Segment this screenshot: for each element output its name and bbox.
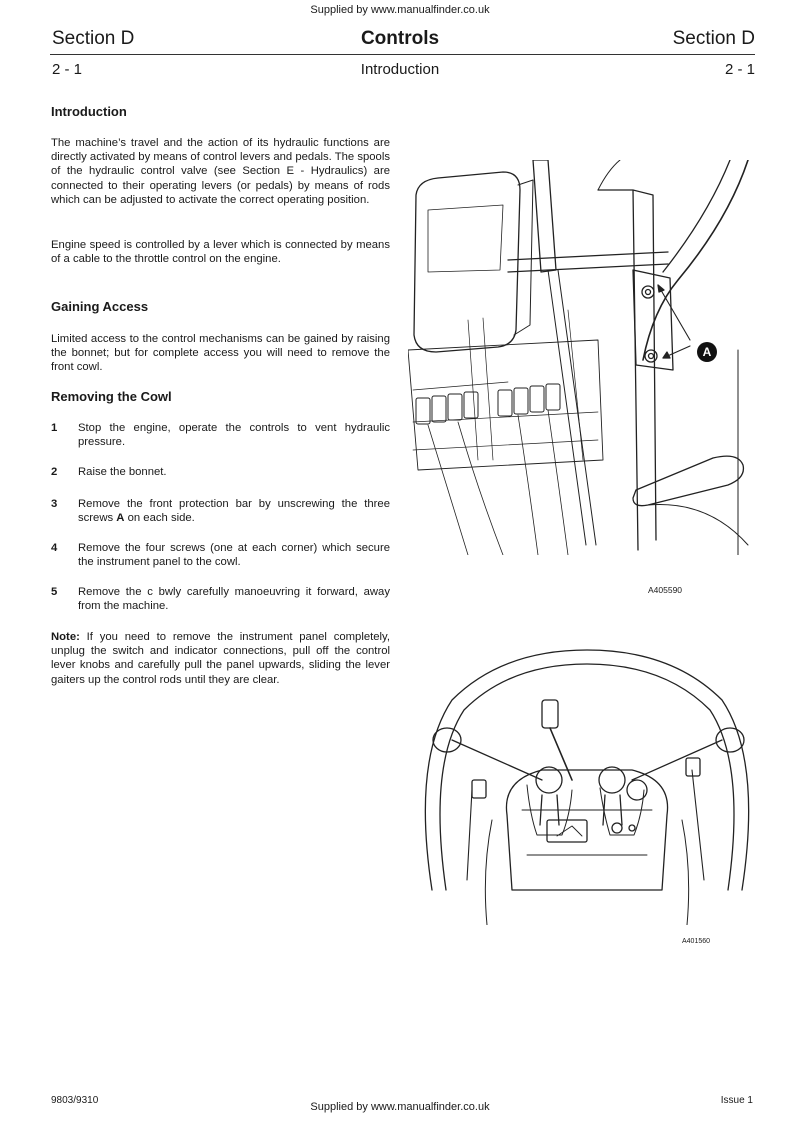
step-text: Remove the four screws (one at each corner) which secure the instrument panel to the cowl. [78, 542, 390, 569]
issue-label: Issue 1 [720, 1095, 753, 1106]
list-item [51, 497, 390, 525]
access-paragraph: Limited access to the control mechanisms can be gained by raising the bonnet; but for complete access you will need to remove the front cowl. [51, 333, 390, 374]
list-item [51, 541, 390, 569]
callout-a-badge: A [697, 342, 717, 362]
list-item [51, 585, 390, 613]
step-number: 4 [51, 542, 58, 554]
supplied-by-bottom: Supplied by www.manualfinder.co.uk [310, 1101, 490, 1113]
callout-ref: A [116, 512, 125, 525]
page-subtitle: Introduction [360, 61, 440, 78]
step-number: 1 [51, 422, 58, 434]
supplied-by-top: Supplied by www.manualfinder.co.uk [310, 4, 490, 16]
page-number-left: 2 - 1 [52, 61, 83, 78]
page-title: Controls [360, 28, 440, 49]
figure-instrument-panel-illustration [412, 640, 762, 925]
step-text: Stop the engine, operate the controls to vent hydraulic pressure. [78, 422, 390, 449]
note-label: Note: [51, 631, 80, 643]
intro-heading: Introduction [51, 104, 127, 119]
document-number: 9803/9310 [51, 1095, 99, 1106]
intro-paragraph-2: Engine speed is controlled by a lever which is connected by means of a cable to the throttle control on the engine. [51, 239, 390, 266]
header-rule [50, 54, 755, 55]
step-number: 5 [51, 586, 58, 598]
step-number: 3 [51, 498, 58, 510]
intro-paragraph-1: The machine’s travel and the action of its hydraulic functions are directly activated by means of control levers and pedals. The spools of the hydraulic control valve (see Section E - Hydraulics) are connected to their operating levers (or pedals) by means of rods which can be adjusted to activate the correct operating position. [51, 137, 390, 206]
step-text: Remove the c bwly carefully manoeuvring it forward, away from the machine. [78, 586, 390, 613]
list-item [51, 421, 390, 449]
figure-1-reference: A405590 [648, 585, 683, 595]
step-text: Raise the bonnet. [78, 466, 167, 478]
list-item [51, 465, 390, 479]
cowl-heading: Removing the Cowl [51, 389, 172, 404]
section-label-left: Section D [52, 28, 135, 49]
page-number-right: 2 - 1 [724, 61, 755, 78]
figure-2-reference: A401560 [682, 938, 711, 945]
access-heading: Gaining Access [51, 299, 149, 314]
section-label-right: Section D [672, 28, 755, 49]
step-text: Remove the front protection bar by unscrewing the three screws A on each side. [78, 498, 390, 525]
note-paragraph: Note: If you need to remove the instrument panel completely, unplug the switch and indicator connections, pull off the control lever knobs and carefully pull the panel upwards, sliding the lever gaiters up the control rods until they are clear. [51, 631, 390, 686]
step-number: 2 [51, 466, 58, 478]
